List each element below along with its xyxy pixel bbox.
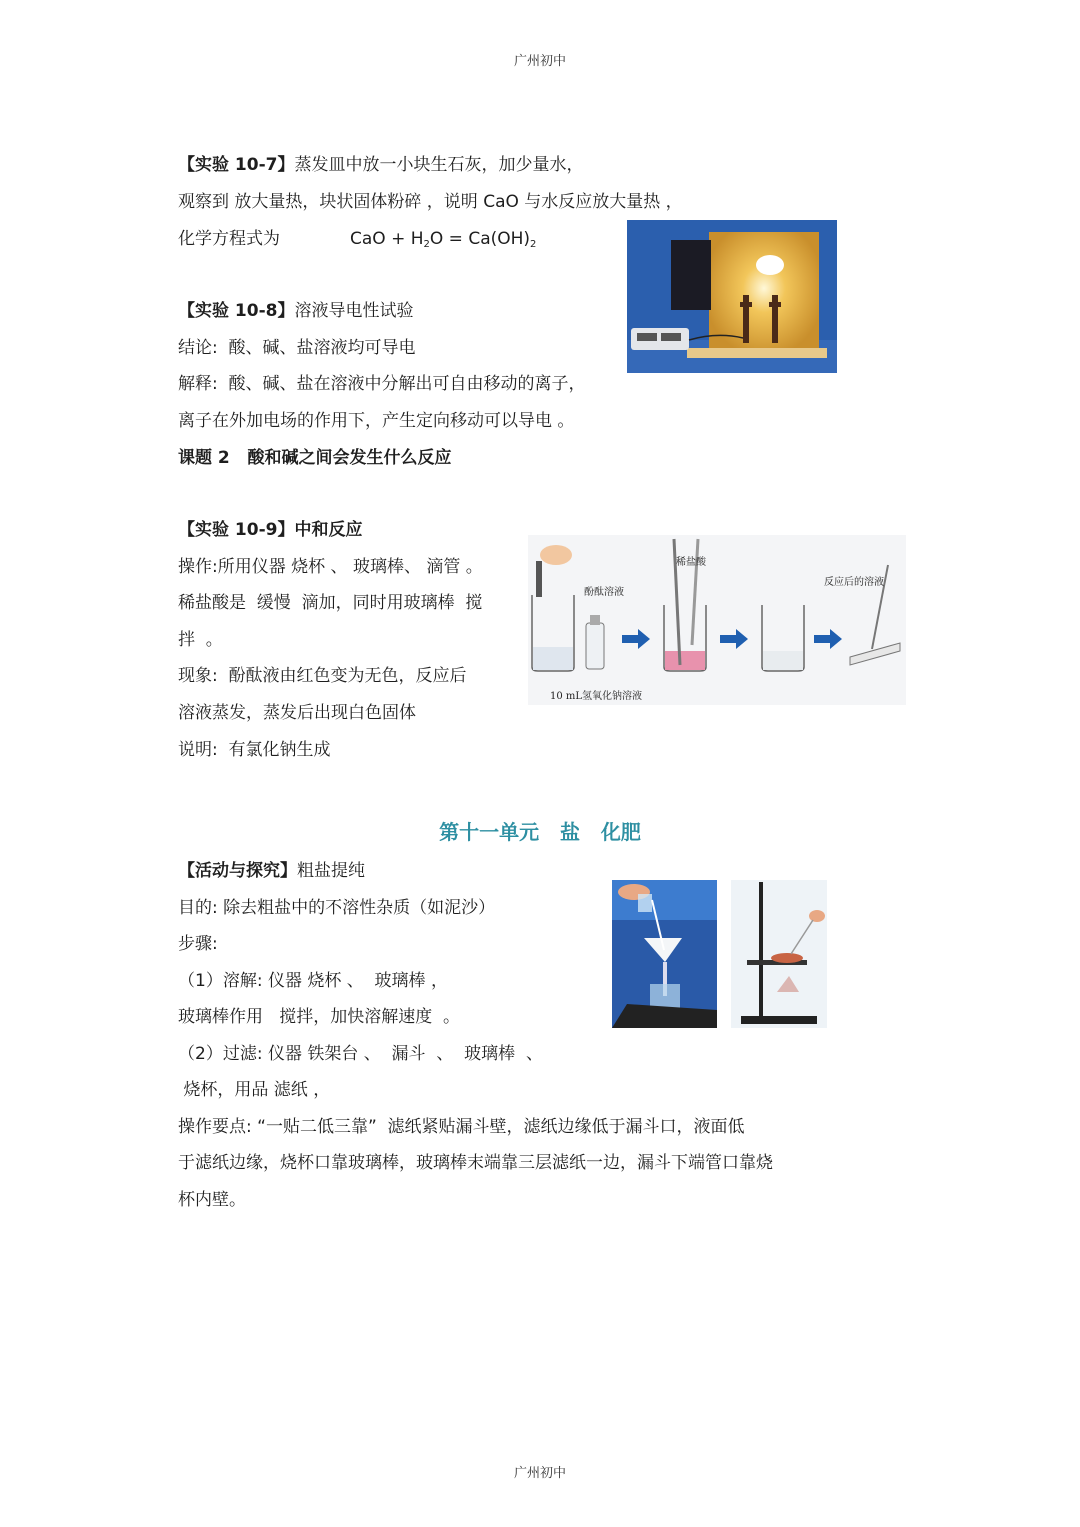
label-hcl: 稀盐酸 [676, 557, 706, 568]
exp109-line3: 拌 。 [178, 630, 223, 650]
evaporating-dish [771, 953, 803, 963]
label-naoh: 10 mL氢氧化钠溶液 [550, 691, 643, 702]
exp107-line3 [178, 227, 536, 257]
dropper-icon [536, 561, 542, 597]
hand-icon [809, 910, 825, 922]
equation-label: 化学方程式为 [178, 229, 280, 249]
exp107-line2: 观察到 放大量热，块状固体粉碎 ，说明 CaO 与水反应放大量热 ， [178, 192, 683, 212]
exp107-line1 [178, 153, 583, 177]
activity-line0 [178, 859, 365, 883]
phenolphthalein-bottle [586, 623, 604, 669]
iron-stand [759, 882, 763, 1018]
activity-line3: （1）溶解: 仪器 烧杯 、 玻璃棒 ， [178, 971, 448, 991]
label-after-reaction: 反应后的溶液 [824, 577, 884, 588]
activity-line5: （2）过滤: 仪器 铁架台 、 漏斗 、 玻璃棒 、 [178, 1044, 543, 1064]
exp108-title: 【实验 10-8】 [178, 301, 295, 321]
activity-line4: 玻璃棒作用 搅拌，加快溶解速度 。 [178, 1007, 461, 1027]
topic2-heading: 课题 2 酸和碱之间会发生什么反应 [178, 448, 452, 468]
exp108-line1: 结论: 酸、碱、盐溶液均可导电 [178, 338, 416, 358]
exp108-desc: 溶液导电性试验 [294, 301, 414, 321]
label-phenolphthalein: 酚酞溶液 [584, 587, 624, 598]
exp109-line2: 稀盐酸是 缓慢 滴加，同时用玻璃棒 搅 [178, 593, 483, 613]
page-footer: 广州初中 [513, 1466, 566, 1481]
conductivity-apparatus-photo [627, 220, 837, 373]
unit-11-title: 第十一单元 盐 化肥 [439, 820, 641, 844]
activity-title: 【活动与探究】 [178, 861, 297, 881]
activity-line7: 操作要点: “一贴二低三靠” 滤纸紧贴漏斗壁，滤纸边缘低于漏斗口，液面低 [178, 1117, 745, 1137]
exp107-title: 【实验 10-7】 [178, 155, 295, 175]
exp109-line1: 操作:所用仪器 烧杯 、 玻璃棒、 滴管 。 [178, 557, 483, 577]
exp108-line2: 解释: 酸、碱、盐在溶液中分解出可自由移动的离子， [178, 374, 586, 394]
exp108-line0 [178, 299, 413, 323]
filtration-photo [612, 880, 717, 1028]
activity-line6: 烧杯，用品 滤纸 ， [178, 1080, 331, 1100]
exp109-line5: 溶液蒸发，蒸发后出现白色固体 [178, 703, 416, 723]
chemical-equation: CaO + $H_2O = Ca(OH)_2$ [350, 229, 537, 250]
activity-line1: 目的: 除去粗盐中的不溶性杂质（如泥沙） [178, 898, 496, 918]
activity-line8: 于滤纸边缘，烧杯口靠玻璃棒，玻璃棒末端靠三层滤纸一边，漏斗下端管口靠烧 [178, 1153, 773, 1173]
exp107-text1: 蒸发皿中放一小块生石灰，加少量水， [294, 155, 584, 175]
hand-icon [540, 545, 572, 565]
exp109-line6: 说明: 有氯化钠生成 [178, 740, 331, 760]
evaporation-photo [731, 880, 827, 1028]
activity-line2: 步骤: [178, 934, 218, 954]
activity-desc: 粗盐提纯 [297, 861, 365, 881]
activity-line9: 杯内壁。 [178, 1190, 246, 1210]
neutralization-diagram [528, 535, 906, 705]
exp108-line3: 离子在外加电场的作用下，产生定向移动可以导电 。 [178, 411, 575, 431]
page-header: 广州初中 [513, 54, 566, 69]
exp109-title: 【实验 10-9】中和反应 [178, 520, 363, 540]
exp109-line4: 现象: 酚酞液由红色变为无色，反应后 [178, 666, 467, 686]
